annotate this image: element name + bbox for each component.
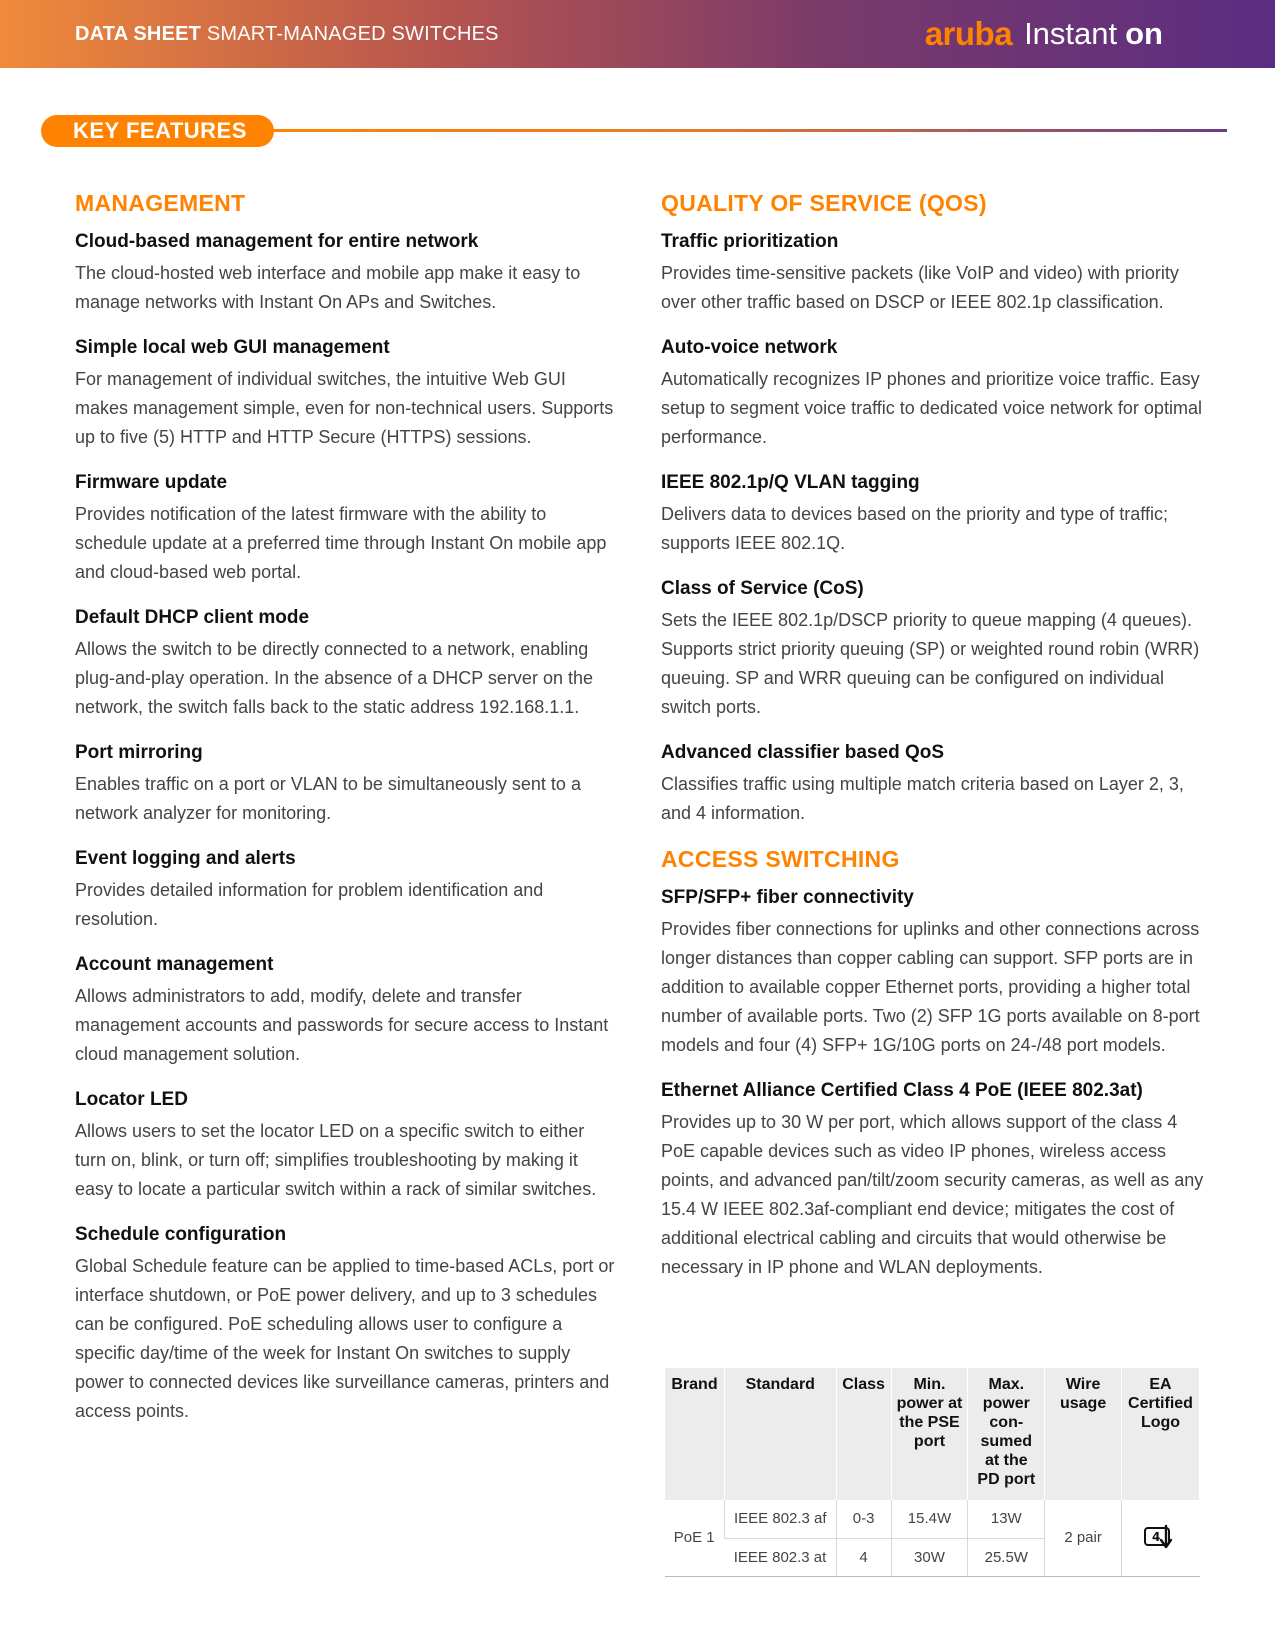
- table-cell-brand: PoE 1: [665, 1500, 725, 1576]
- feature-heading: Default DHCP client mode: [75, 607, 310, 628]
- feature-heading: Schedule configuration: [75, 1224, 287, 1245]
- feature-item: [661, 229, 1206, 317]
- feature-item: [661, 470, 1206, 558]
- table-cell: 15.4W: [891, 1500, 968, 1538]
- feature-heading: Class of Service (CoS): [661, 578, 864, 599]
- feature-heading: Advanced classifier based QoS: [661, 742, 945, 763]
- feature-body: Allows administrators to add, modify, delete and transfer management accounts and passwords for secure access to Instant cloud management solution.: [75, 986, 609, 1064]
- feature-heading: Cloud-based management for entire network: [75, 231, 479, 252]
- feature-body: Enables traffic on a port or VLAN to be simultaneously sent to a network analyzer for monitoring.: [75, 774, 581, 823]
- table-header-cell: Min. power at the PSE port: [891, 1368, 968, 1500]
- brand-on: on: [1125, 16, 1163, 51]
- feature-heading: Auto-voice network: [661, 337, 838, 358]
- table-cell: 25.5W: [968, 1538, 1045, 1576]
- poe-class-table: [664, 1368, 1200, 1577]
- table-cell: IEEE 802.3 at: [724, 1538, 836, 1576]
- header-bar: [0, 0, 1275, 68]
- table-header-cell: Brand: [665, 1368, 725, 1500]
- feature-item: [75, 846, 620, 934]
- feature-body: Allows the switch to be directly connected to a network, enabling plug-and-play operation. In the absence of a DHCP server on the network, the switch falls back to the static address 192.168.1.1.: [75, 639, 593, 717]
- table-cell: 13W: [968, 1500, 1045, 1538]
- feature-item: [75, 229, 620, 317]
- feature-item: [75, 1222, 620, 1426]
- ea-logo-class-number: 4: [1151, 1529, 1161, 1544]
- table-header-cell: Max. power con-sumed at the PD port: [968, 1368, 1045, 1500]
- key-features-banner: [41, 115, 1227, 147]
- table-cell: 30W: [891, 1538, 968, 1576]
- feature-heading: Event logging and alerts: [75, 848, 296, 869]
- feature-heading: Firmware update: [75, 472, 228, 493]
- table-cell: 4: [836, 1538, 891, 1576]
- feature-heading: Traffic prioritization: [661, 231, 839, 252]
- ea-certified-poe-logo-icon: [1142, 1523, 1180, 1553]
- table-header-cell: Standard: [724, 1368, 836, 1500]
- left-column: [75, 190, 620, 1444]
- feature-body: Classifies traffic using multiple match criteria based on Layer 2, 3, and 4 information.: [661, 774, 1184, 823]
- feature-body: Provides fiber connections for uplinks and other connections across longer distances than copper cabling can support. SFP ports are in addition to available copper Ethernet ports, providing a higher total number of available ports. Two (2) SFP 1G ports available on 8-port models and four (4) SFP+ 1G/10G ports on 24-/48 port models.: [661, 919, 1200, 1055]
- document-label: [75, 23, 499, 46]
- feature-item: [661, 740, 1206, 828]
- brand-aruba: aruba: [924, 15, 1013, 52]
- feature-body: Delivers data to devices based on the priority and type of traffic; supports IEEE 802.1Q.: [661, 504, 1168, 553]
- feature-item: [75, 335, 620, 452]
- table-cell: 0-3: [836, 1500, 891, 1538]
- feature-item: [75, 740, 620, 828]
- table-header-cell: EA Certified Logo: [1121, 1368, 1199, 1500]
- feature-item: [75, 605, 620, 722]
- divider: [274, 129, 1227, 132]
- feature-body: For management of individual switches, the intuitive Web GUI makes management simple, even for non-technical users. Supports up to five (5) HTTP and HTTP Secure (HTTPS) sessions.: [75, 369, 614, 447]
- feature-body: Provides detailed information for problem identification and resolution.: [75, 880, 544, 929]
- section-title-management: MANAGEMENT: [75, 190, 246, 216]
- key-features-label: KEY FEATURES: [41, 115, 274, 147]
- section-title-access-switching: ACCESS SWITCHING: [661, 846, 900, 872]
- feature-item: [661, 576, 1206, 722]
- feature-body: Sets the IEEE 802.1p/DSCP priority to queue mapping (4 queues). Supports strict priority queuing (SP) or weighted round robin (WRR) queuing. SP and WRR queuing can be configured on individual switch ports.: [661, 610, 1200, 717]
- table-header-cell: Wire usage: [1045, 1368, 1122, 1500]
- right-column: [661, 190, 1206, 1300]
- document-label-bold: DATA SHEET: [75, 22, 202, 45]
- feature-item: [661, 335, 1206, 452]
- feature-item: [75, 470, 620, 587]
- feature-body: Provides notification of the latest firmware with the ability to schedule update at a preferred time through Instant On mobile app and cloud-based web portal.: [75, 504, 607, 582]
- table-cell-wire: 2 pair: [1045, 1500, 1122, 1576]
- brand-instant: Instant: [1024, 16, 1118, 51]
- feature-body: Provides time-sensitive packets (like VoIP and video) with priority over other traffic based on DSCP or IEEE 802.1p classification.: [661, 263, 1179, 312]
- feature-body: Global Schedule feature can be applied to time-based ACLs, port or interface shutdown, or PoE power delivery, and up to 3 schedules can be configured. PoE scheduling allows user to configure a specific day/time of the week for Instant On switches to supply power to connected devices like surveillance cameras, printers and access points.: [75, 1256, 615, 1421]
- feature-heading: Port mirroring: [75, 742, 203, 763]
- feature-body: Provides up to 30 W per port, which allows support of the class 4 PoE capable devices such as video IP phones, wireless access points, and advanced pan/tilt/zoom security cameras, as well as any 15.4 W IEEE 802.3af-compliant end device; mitigates the cost of additional electrical cabling and circuits that would otherwise be necessary in IP phone and WLAN deployments.: [661, 1112, 1204, 1277]
- feature-heading: Simple local web GUI management: [75, 337, 390, 358]
- feature-body: Allows users to set the locator LED on a specific switch to either turn on, blink, or turn off; simplifies troubleshooting by making it easy to locate a particular switch within a rack of similar switches.: [75, 1121, 597, 1199]
- feature-body: Automatically recognizes IP phones and prioritize voice traffic. Easy setup to segment voice traffic to dedicated voice network for optimal performance.: [661, 369, 1202, 447]
- feature-item: [661, 1078, 1206, 1282]
- feature-heading: Account management: [75, 954, 274, 975]
- feature-heading: Ethernet Alliance Certified Class 4 PoE (IEEE 802.3at): [661, 1080, 1143, 1101]
- table-cell-logo: [1121, 1500, 1199, 1576]
- section-title-qos: QUALITY OF SERVICE (QOS): [661, 190, 987, 216]
- feature-item: [75, 1087, 620, 1204]
- table-header-row: [665, 1368, 1200, 1500]
- feature-item: [661, 885, 1206, 1060]
- table-row: [665, 1500, 1200, 1538]
- feature-heading: SFP/SFP+ fiber connectivity: [661, 887, 914, 908]
- feature-body: The cloud-hosted web interface and mobile app make it easy to manage networks with Instant On APs and Switches.: [75, 263, 581, 312]
- feature-item: [75, 952, 620, 1069]
- table-cell: IEEE 802.3 af: [724, 1500, 836, 1538]
- brand-logo: [925, 15, 1163, 53]
- feature-heading: Locator LED: [75, 1089, 188, 1110]
- table-header-cell: Class: [836, 1368, 891, 1500]
- feature-heading: IEEE 802.1p/Q VLAN tagging: [661, 472, 920, 493]
- document-label-light: SMART-MANAGED SWITCHES: [206, 22, 499, 45]
